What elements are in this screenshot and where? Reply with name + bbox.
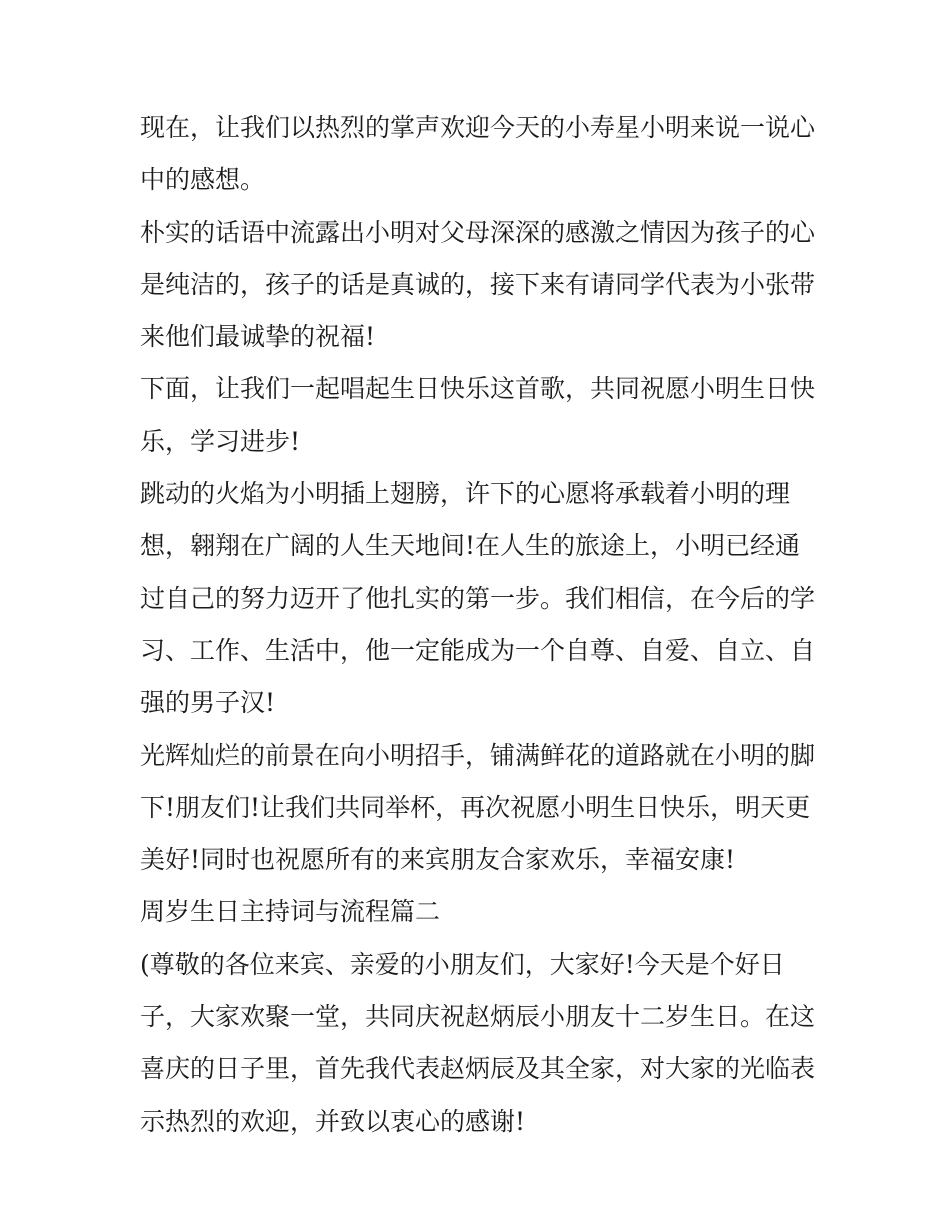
document-body [140,102,820,1148]
text-line: 中的感想。 [140,165,266,195]
text-line: 子，大家欢聚一堂，共同庆祝赵炳辰小朋友十二岁生日。在这 [140,1002,816,1032]
text-line: 跳动的火焰为小明插上翅膀，许下的心愿将承载着小明的理 [140,479,791,509]
text-line: 来他们最诚挚的祝福! [140,322,376,352]
text-line: 现在，让我们以热烈的掌声欢迎今天的小寿星小明来说一说心 [140,113,816,142]
text-line: 美好!同时也祝愿所有的来宾朋友合家欢乐，幸福安康! [140,845,736,875]
section-heading: 周岁生日主持词与流程篇二 [140,897,441,927]
text-line: 光辉灿烂的前景在向小明招手，铺满鲜花的道路就在小明的脚 [140,740,816,770]
text-line: 乐，学习进步! [140,426,301,456]
text-line: 示热烈的欢迎，并致以衷心的感谢! [140,1106,526,1136]
text-line: 下!朋友们!让我们共同举杯，再次祝愿小明生日快乐，明天更 [140,792,811,822]
text-line: 习、工作、生活中，他一定能成为一个自尊、自爱、自立、自 [140,635,816,665]
text-line: 喜庆的日子里，首先我代表赵炳辰及其全家，对大家的光临表 [140,1054,816,1084]
text-line: (尊敬的各位来宾、亲爱的小朋友们，大家好!今天是个好日 [140,949,785,979]
text-line: 强的男子汉! [140,688,276,718]
text-line: 是纯洁的，孩子的话是真诚的，接下来有请同学代表为小张带 [140,269,816,299]
text-line: 下面，让我们一起唱起生日快乐这首歌，共同祝愿小明生日快 [140,374,816,404]
text-line: 想，翱翔在广阔的人生天地间!在人生的旅途上，小明已经通 [140,531,801,561]
text-line: 朴实的话语中流露出小明对父母深深的感激之情因为孩子的心 [140,217,816,247]
text-line: 过自己的努力迈开了他扎实的第一步。我们相信，在今后的学 [140,583,816,613]
